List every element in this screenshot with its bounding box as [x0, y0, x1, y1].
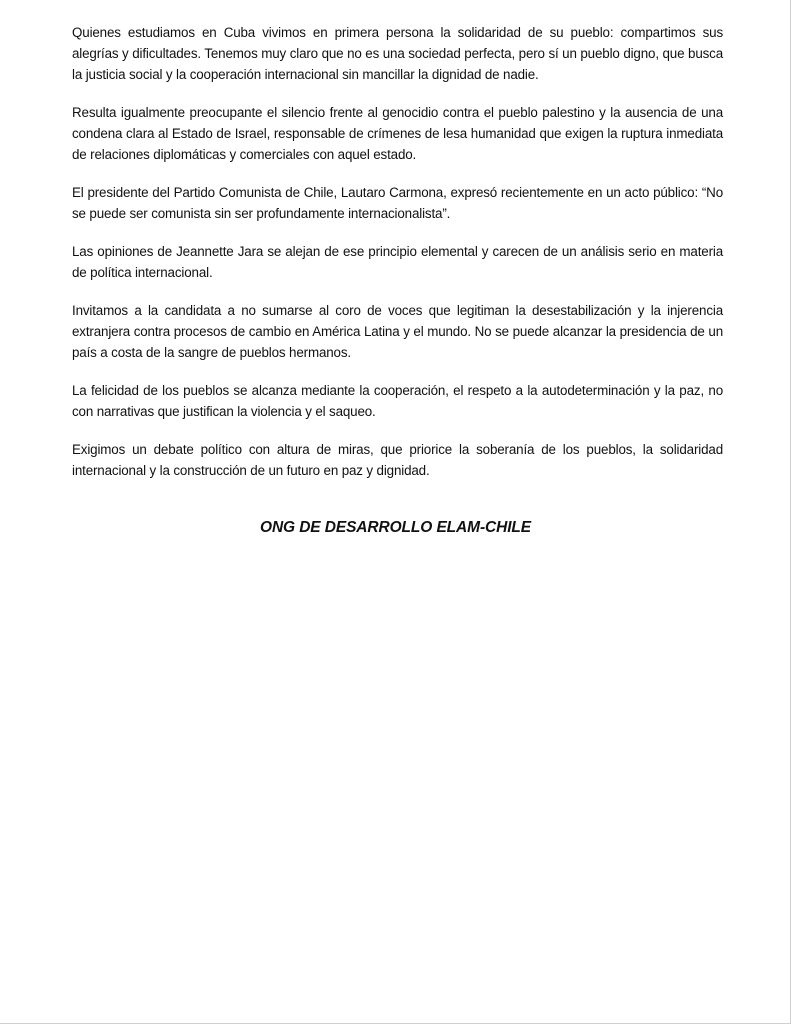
- paragraph-3: El presidente del Partido Comunista de Chile, Lautaro Carmona, expresó recientemente en un acto público: “No se puede ser comunista sin ser profundamente internacionalista”.: [72, 185, 723, 221]
- document-body: [72, 22, 723, 498]
- paragraph-2: Resulta igualmente preocupante el silencio frente al genocidio contra el pueblo palestino y la ausencia de una condena clara al Estado de Israel, responsable de crímenes de lesa humanidad que exigen la ruptura inmediata de relaciones diplomáticas y comerciales con aquel estado.: [72, 105, 723, 162]
- paragraph-6: La felicidad de los pueblos se alcanza mediante la cooperación, el respeto a la autodeterminación y la paz, no con narrativas que justifican la violencia y el saqueo.: [72, 383, 723, 419]
- paragraph-4: Las opiniones de Jeannette Jara se alejan de ese principio elemental y carecen de un análisis serio en materia de política internacional.: [72, 244, 723, 280]
- signature: ONG DE DESARROLLO ELAM-CHILE: [259, 519, 532, 536]
- paragraph-7: Exigimos un debate político con altura de miras, que priorice la soberanía de los pueblos, la solidaridad internacional y la construcción de un futuro en paz y dignidad.: [72, 442, 723, 478]
- paragraph-1: Quienes estudiamos en Cuba vivimos en primera persona la solidaridad de su pueblo: compartimos sus alegrías y dificultades. Tenemos muy claro que no es una sociedad perfecta, pero sí un pueblo digno, que busca la justicia social y la cooperación internacional sin mancillar la dignidad de nadie.: [72, 25, 723, 82]
- paragraph-5: Invitamos a la candidata a no sumarse al coro de voces que legitiman la desestabilización y la injerencia extranjera contra procesos de cambio en América Latina y el mundo. No se puede alcanzar la presidencia de un país a costa de la sangre de pueblos hermanos.: [72, 303, 723, 360]
